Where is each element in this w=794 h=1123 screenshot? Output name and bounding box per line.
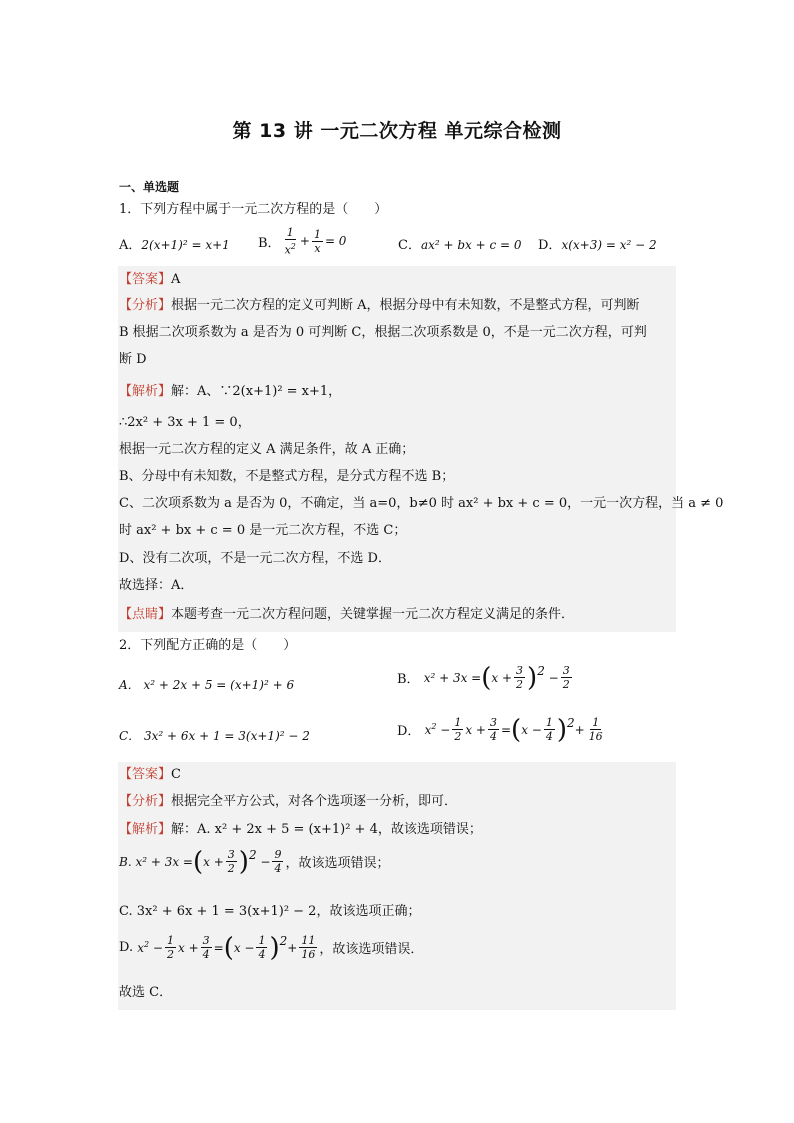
q2-solution-d: D. $x^2$ − $\frac{1}{2}$ x + $\frac{3}{4}$ = ( x − $\frac{1}{4}$ ) 2 + $\frac{11}{16}$ ，故该选项错误．	[119, 932, 424, 963]
q2-conclusion: 故选 C．	[119, 985, 173, 1000]
q1-answer: 【答案】A	[119, 272, 181, 287]
q1-option-b: B． $\frac{1}{x^2}$ + $\frac{1}{x}$ = 0	[258, 226, 347, 257]
q1-analysis-line-3: 断 D	[119, 352, 147, 367]
q2-stem: 2．下列配方正确的是（ ）	[119, 638, 297, 653]
q1-analysis-line-1: 【分析】根据一元二次方程的定义可判断 A，根据分母中有未知数，不是整式方程，可判断	[119, 298, 640, 313]
q2-solution-c: C. 3x² + 6x + 1 = 3(x+1)² − 2，故该选项正确；	[119, 904, 421, 919]
q2-option-d: D． $x^2$ − $\frac{1}{2}$ x + $\frac{3}{4}$ = ( x − $\frac{1}{4}$ ) 2 + $\frac{1}{16}$	[397, 714, 603, 745]
section-heading: 一、单选题	[119, 180, 180, 194]
q1-option-a: A．2(x+1)² = x+1	[119, 238, 230, 253]
q1-solution-line-1: 【解析】解：A、∵2(x+1)² = x+1，	[119, 384, 342, 399]
q1-option-d: D．x(x+3) = x² − 2	[538, 238, 657, 253]
q1-solution-line-2: ∴2x² + 3x + 1 = 0，	[119, 415, 251, 430]
q2-option-a: A． x² + 2x + 5 = (x+1)² + 6	[119, 678, 295, 692]
q1-solution-line-5: C、二次项系数为 a 是否为 0，不确定，当 a=0，b≠0 时 ax² + bx + c = 0，一元一次方程，当 a ≠ 0	[119, 496, 724, 511]
q1-solution-line-8: 故选择：A．	[119, 578, 194, 593]
q1-solution-line-7: D、没有二次项，不是一元二次方程，不选 D．	[119, 551, 391, 566]
q2-option-b: B． x² + 3x = ( x + $\frac{3}{2}$ ) 2 − $\frac{3}{2}$	[397, 662, 570, 693]
q1-solution-line-6: 时 ax² + bx + c = 0 是一元二次方程，不选 C；	[119, 523, 407, 538]
q1-analysis-line-2: B 根据二次项系数为 a 是否为 0 可判断 C，根据二次项系数是 0，不是一元二次方程，可判	[119, 325, 647, 340]
q2-option-c: C． 3x² + 6x + 1 = 3(x+1)² − 2	[119, 729, 310, 743]
q1-stem: 1．下列方程中属于一元二次方程的是（ ）	[119, 202, 388, 217]
q2-solution-b: B. x² + 3x = ( x + $\frac{3}{2}$ ) 2 − $\frac{9}{4}$ ，故该选项错误；	[119, 846, 390, 877]
q1-comment: 【点睛】本题考查一元二次方程问题，关键掌握一元二次方程定义满足的条件．	[119, 607, 575, 622]
q1-solution-line-4: B、分母中有未知数，不是整式方程，是分式方程不选 B；	[119, 469, 455, 484]
q2-solution-a: 【解析】解：A. x² + 2x + 5 = (x+1)² + 4，故该选项错误；	[119, 822, 482, 837]
page-title: 第 13 讲 一元二次方程 单元综合检测	[232, 120, 562, 142]
q1-option-c: C．ax² + bx + c = 0	[398, 238, 522, 253]
q2-answer: 【答案】C	[119, 767, 181, 782]
q2-analysis: 【分析】根据完全平方公式，对各个选项逐一分析，即可．	[119, 794, 458, 809]
q1-solution-line-3: 根据一元二次方程的定义 A 满足条件，故 A 正确；	[119, 442, 415, 457]
